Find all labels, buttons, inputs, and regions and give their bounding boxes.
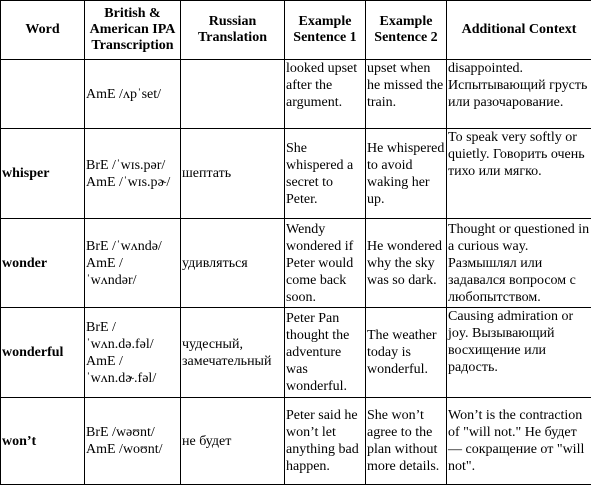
word-cell: whisper (1, 129, 85, 219)
russian-cell: удивляться (181, 219, 285, 308)
context-cell: disappointed. Испытывающий грусть или разочарование. (447, 60, 591, 129)
example-2-cell: He whispered to avoid waking her up. (366, 129, 447, 219)
example-2-cell: He wondered why the sky was so dark. (366, 219, 447, 308)
table-row (1, 219, 591, 308)
header-word: Word (1, 1, 85, 60)
header-example-2: Example Sentence 2 (366, 1, 447, 60)
example-1-cell: Wendy wondered if Peter would come back soon. (285, 219, 366, 308)
russian-cell: шептать (181, 129, 285, 219)
context-cell: Won’t is the contraction of "will not." Не будет — сокращение от "will not". (447, 398, 591, 485)
header-russian: Russian Translation (181, 1, 285, 60)
russian-cell (181, 60, 285, 129)
russian-cell: чудесный, замечательный (181, 308, 285, 398)
example-2-cell: upset when he missed the train. (366, 60, 447, 129)
header-context: Additional Context (447, 1, 591, 60)
table-row (1, 60, 591, 129)
table-row (1, 398, 591, 485)
russian-cell: не будет (181, 398, 285, 485)
header-row (1, 1, 591, 60)
table-row (1, 308, 591, 398)
ipa-cell: BrE /ˈwʌndə/ AmE / ˈwʌndər/ (85, 219, 181, 308)
example-1-cell: She whispered a secret to Peter. (285, 129, 366, 219)
table-row (1, 129, 591, 219)
ipa-cell: BrE /ˈwɪs.pər/ AmE /ˈwɪs.pɚ/ (85, 129, 181, 219)
ipa-cell: BrE / ˈwʌn.də.fəl/ AmE / ˈwʌn.dɚ.fəl/ (85, 308, 181, 398)
word-cell: wonder (1, 219, 85, 308)
example-1-cell: Peter said he won’t let anything bad happen. (285, 398, 366, 485)
example-2-cell: The weather today is wonderful. (366, 308, 447, 398)
header-ipa: British & American IPA Transcription (85, 1, 181, 60)
word-cell (1, 60, 85, 129)
header-example-1: Example Sentence 1 (285, 1, 366, 60)
example-1-cell: looked upset after the argument. (285, 60, 366, 129)
context-cell: To speak very softly or quietly. Говорить очень тихо или мягко. (447, 129, 591, 219)
context-cell: Thought or questioned in a curious way. Размышлял или задавался вопросом с любопытством. (447, 219, 591, 308)
word-cell: won’t (1, 398, 85, 485)
ipa-cell: BrE /wəʊnt/ AmE /woʊnt/ (85, 398, 181, 485)
ipa-cell: AmE /ʌpˈset/ (85, 60, 181, 129)
word-cell: wonderful (1, 308, 85, 398)
context-cell: Causing admiration or joy. Вызывающий восхищение или радость. (447, 308, 591, 398)
example-1-cell: Peter Pan thought the adventure was wonderful. (285, 308, 366, 398)
example-2-cell: She won’t agree to the plan without more details. (366, 398, 447, 485)
